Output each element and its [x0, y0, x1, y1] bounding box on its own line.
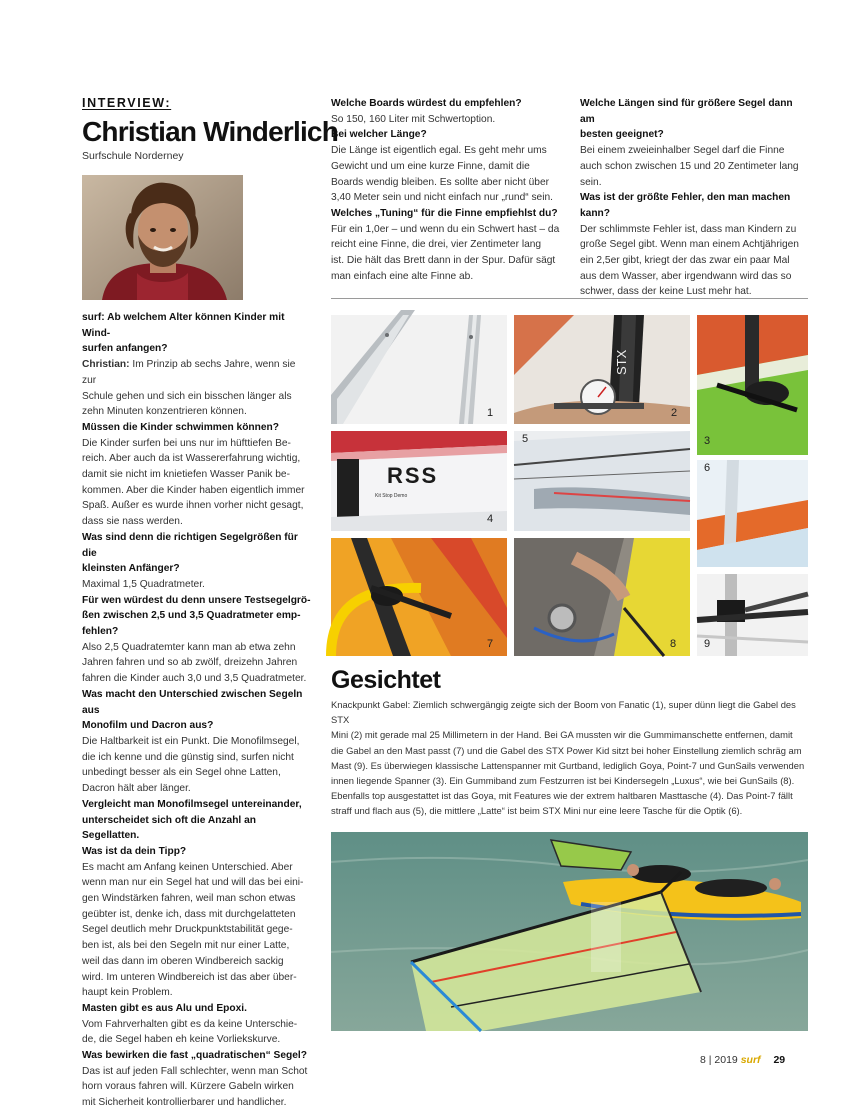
- interview-question: Was macht den Unterschied zwischen Segeln aus: [82, 688, 303, 716]
- interview-question: surfen anfangen?: [82, 343, 168, 355]
- interview-answer: aus dem Wasser, aber irgendwann wird das so: [580, 270, 792, 282]
- interview-answer: weil das dann im oberen Windbereich sackig: [82, 955, 284, 967]
- interview-question: kann?: [580, 207, 611, 219]
- interview-answer: Boards wendig bleiben. Es sollte aber nicht über: [331, 176, 550, 188]
- caption-line: innen liegende Spanner (3). Ein Gummiband zum Festzurren ist bei Kindersegeln „Luxus“, wie bei GunSails (8).: [331, 775, 795, 787]
- sail-print: RSS: [387, 463, 439, 488]
- interview-question: Masten gibt es aus Alu und Epoxi.: [82, 1002, 247, 1014]
- photo-6-batten-pocket: [697, 460, 808, 567]
- interview-answer: unbedingt besser als ein Segel ohne Latten,: [82, 767, 281, 779]
- interview-answer: horn voraus fahren will. Kürzere Gabeln wirken: [82, 1081, 294, 1093]
- photo-number: 5: [522, 433, 529, 445]
- interview-answer: Die Kinder surfen bei uns nur im hüfttiefen Be-: [82, 437, 291, 449]
- answer-text: Im Prinzip ab sechs Jahre, wenn sie zur: [82, 359, 296, 386]
- photo-number: 2: [671, 407, 678, 419]
- interview-question: Was sind denn die richtigen Segelgrößen für die: [82, 531, 298, 559]
- interview-answer: reicht eine Finne, die drei, vier Zentimeter lang: [331, 239, 542, 251]
- interview-answer: reich. Aber auch da ist Wassererfahrung wichtig,: [82, 453, 301, 465]
- section-divider: [331, 298, 808, 299]
- photo-1-boom: [331, 315, 507, 424]
- interview-answer: damit sie nicht im knietiefen Wasser Panik be-: [82, 469, 290, 481]
- interview-answer: ein 2,5er gibt, kriegt der das zwar ein paar Mal: [580, 255, 790, 267]
- interview-question: besten geeignet?: [580, 129, 664, 141]
- interview-question: fehlen?: [82, 626, 119, 638]
- interview-column-2: [331, 96, 564, 284]
- interview-question: ßen zwischen 2,5 und 3,5 Quadratmeter emp-: [82, 610, 301, 622]
- caption-line: Mini (2) mit gerade mal 25 Millimetern in der Hand. Bei GA mussten wir die Gummimanschette entfernen, damit: [331, 729, 793, 741]
- magazine-logo: surf: [740, 1054, 761, 1066]
- interview-question: Monofilm und Dacron aus?: [82, 720, 214, 732]
- interview-answer: Die Länge ist eigentlich egal. Es geht mehr ums: [331, 145, 547, 157]
- interview-answer: schwer, dass der keine Lust mehr hat.: [580, 286, 752, 298]
- interview-answer: [82, 357, 312, 388]
- photo-2-gauge: [514, 315, 690, 424]
- interview-answer: de, die Segel haben eh keine Vorliekskurve.: [82, 1034, 281, 1046]
- interview-question: Müssen die Kinder schwimmen können?: [82, 421, 279, 433]
- photo-5-flat-sail: [514, 431, 690, 531]
- photo-number: 3: [704, 435, 711, 447]
- gauge-print: STX: [614, 349, 629, 375]
- interview-answer: wird. Im unteren Windbereich ist das aber über-: [82, 971, 297, 983]
- interview-column-1: [82, 310, 312, 1111]
- interview-question: kleinsten Anfänger?: [82, 563, 180, 575]
- interview-answer: ben ist, als bei den Segeln mit nur einer Latte,: [82, 940, 290, 952]
- interview-answer: kommen. Aber die Kinder haben eigentlich immer: [82, 484, 305, 496]
- interviewee-school: Surfschule Norderney: [82, 150, 184, 162]
- speaker-label: Christian:: [82, 359, 130, 371]
- interview-answer: sein.: [580, 176, 602, 188]
- interview-column-3: [580, 96, 808, 300]
- portrait-photo: [82, 175, 243, 300]
- photo-number: 7: [487, 638, 494, 650]
- sail-small-print: Kit Stop Demo: [375, 493, 408, 499]
- caption-line: Knackpunkt Gabel: Ziemlich schwergängig zeigte sich der Boom von Fanatic (1), super dünn liegt die Gabel des STX: [331, 699, 796, 726]
- interview-answer: Dacron hält aber länger.: [82, 783, 191, 795]
- interview-answer: Vom Fahrverhalten gibt es da keine Unterschie-: [82, 1018, 298, 1030]
- photo-number: 6: [704, 462, 711, 474]
- photo-4-mast-sleeve: [331, 431, 507, 531]
- interview-answer: ist. Die hält das Brett dann in der Spur. Dafür sägt: [331, 255, 556, 267]
- interview-question: surf: Ab welchem Alter können Kinder mit Wind-: [82, 312, 285, 339]
- interview-answer: die ich kenne und die günstig sind, surfen nicht: [82, 751, 294, 763]
- interview-answer: Schule gehen und sich ein bisschen länger als: [82, 390, 292, 402]
- interview-answer: wenn man nur ein Segel hat und will das bei eini-: [82, 877, 304, 889]
- interview-answer: Das ist auf jeden Fall schlechter, wenn man Schot: [82, 1065, 308, 1077]
- interview-answer: Für ein 1,0er – und wenn du ein Schwert hast – da: [331, 223, 560, 235]
- photo-7-boom-clamp: [331, 538, 507, 656]
- interview-question: Was ist der größte Fehler, den man machen: [580, 192, 791, 204]
- interview-answer: Es macht am Anfang keinen Unterschied. Aber: [82, 861, 293, 873]
- interview-question: Welche Längen sind für größere Segel dann am: [580, 98, 793, 125]
- photo-number: 1: [487, 407, 494, 419]
- interview-answer: Der schlimmste Fehler ist, dass man Kindern zu: [580, 223, 797, 235]
- interview-answer: Jahren fahren und so ab zwölf, dreizehn Jahren: [82, 657, 298, 669]
- photo-number: 8: [670, 638, 677, 650]
- interview-answer: fahren die Kinder auch 3,0 und 3,5 Quadratmeter.: [82, 673, 307, 685]
- photo-9-boom-angle: [697, 574, 808, 656]
- photo-8-bungee: [514, 538, 690, 656]
- interview-answer: mit Sicherheit kontrollierbarer und handlicher.: [82, 1097, 287, 1109]
- interview-answer: So 150, 160 Liter mit Schwertoption.: [331, 113, 496, 125]
- interview-answer: Bei einem zweieinhalber Segel darf die Finne: [580, 145, 785, 157]
- interview-answer: man einfach eine alte Finne ab.: [331, 270, 474, 282]
- interview-answer: Spaß. Außer es wurde ihnen vorher nicht gesagt,: [82, 500, 304, 512]
- photo-number: 4: [487, 513, 494, 525]
- photo-kids-windsurfing: [331, 832, 808, 1031]
- interview-answer: dass sie nass werden.: [82, 516, 183, 528]
- page-number: 29: [773, 1054, 786, 1066]
- interview-answer: Die Haltbarkeit ist ein Punkt. Die Monofilmsegel,: [82, 735, 300, 747]
- interview-question: Für wen würdest du denn unsere Testsegelgrö-: [82, 594, 311, 606]
- photo-3-batten-tensioner: [697, 315, 808, 455]
- gesichtet-caption: [331, 697, 808, 819]
- interview-answer: gen Windstärken fahren, weil man schon etwas: [82, 893, 296, 905]
- interview-answer: Gewicht und um eine kurze Finne, damit die: [331, 160, 530, 172]
- interview-question: Welche Boards würdest du empfehlen?: [331, 98, 522, 109]
- interview-answer: Maximal 1,5 Quadratmeter.: [82, 578, 205, 590]
- photo-number: 9: [704, 638, 711, 650]
- issue-number: 8 | 2019: [700, 1054, 738, 1066]
- interview-answer: Also 2,5 Quadratemter kann man ab etwa zehn: [82, 641, 296, 653]
- interview-question: Bei welcher Länge?: [331, 129, 427, 141]
- interview-answer: auch schon zwischen 15 und 20 Zentimeter lang: [580, 160, 799, 172]
- caption-line: Ebenfalls top ausgestattet ist das Goya, mit Features wie der extrem haltbaren Masttasche (4). Das Point-7 fällt: [331, 790, 793, 802]
- interview-answer: 3,40 Meter sein und nicht einfach nur „rund“ sein.: [331, 192, 553, 204]
- interview-answer: Segel deutlich mehr Druckpunktstabilität gege-: [82, 924, 293, 936]
- interview-answer: große Segel gibt. Wenn man einem Achtjährigen: [580, 239, 799, 251]
- caption-line: Mast (9). Es überwiegen klassische Lattenspanner mit Gurtband, lediglich Goya, Point-7 und GunSails verwenden: [331, 759, 805, 771]
- interviewee-name: Christian Winderlich: [82, 116, 339, 147]
- interview-answer: haupt kein Problem.: [82, 987, 173, 999]
- section-kicker: INTERVIEW:: [82, 96, 172, 110]
- caption-line: straff und flach aus (5), die mittlere „Latte“ ist beim STX Mini nur eine leere Tasche für die Optik (6).: [331, 805, 743, 817]
- page-footer: [700, 1054, 785, 1066]
- interview-question: Was bewirken die fast „quadratischen“ Segel?: [82, 1050, 307, 1062]
- caption-line: die Gabel an den Mast passt (7) und die Gabel des STX Power Kid sitzt bei hoher Einstellung ziemlich schräg am: [331, 744, 802, 756]
- interview-question: unterscheidet sich oft die Anzahl an Segellatten.: [82, 814, 256, 842]
- interview-answer: zehn Minuten konzentrieren können.: [82, 406, 247, 418]
- interview-question: Welches „Tuning“ für die Finne empfiehlst du?: [331, 207, 558, 219]
- gesichtet-heading: Gesichtet: [331, 666, 441, 694]
- interview-question: Was ist da dein Tipp?: [82, 845, 187, 857]
- interview-question: Vergleicht man Monofilmsegel untereinander,: [82, 798, 302, 810]
- interview-answer: geübter ist, denke ich, dass mit durchgelatteten: [82, 908, 296, 920]
